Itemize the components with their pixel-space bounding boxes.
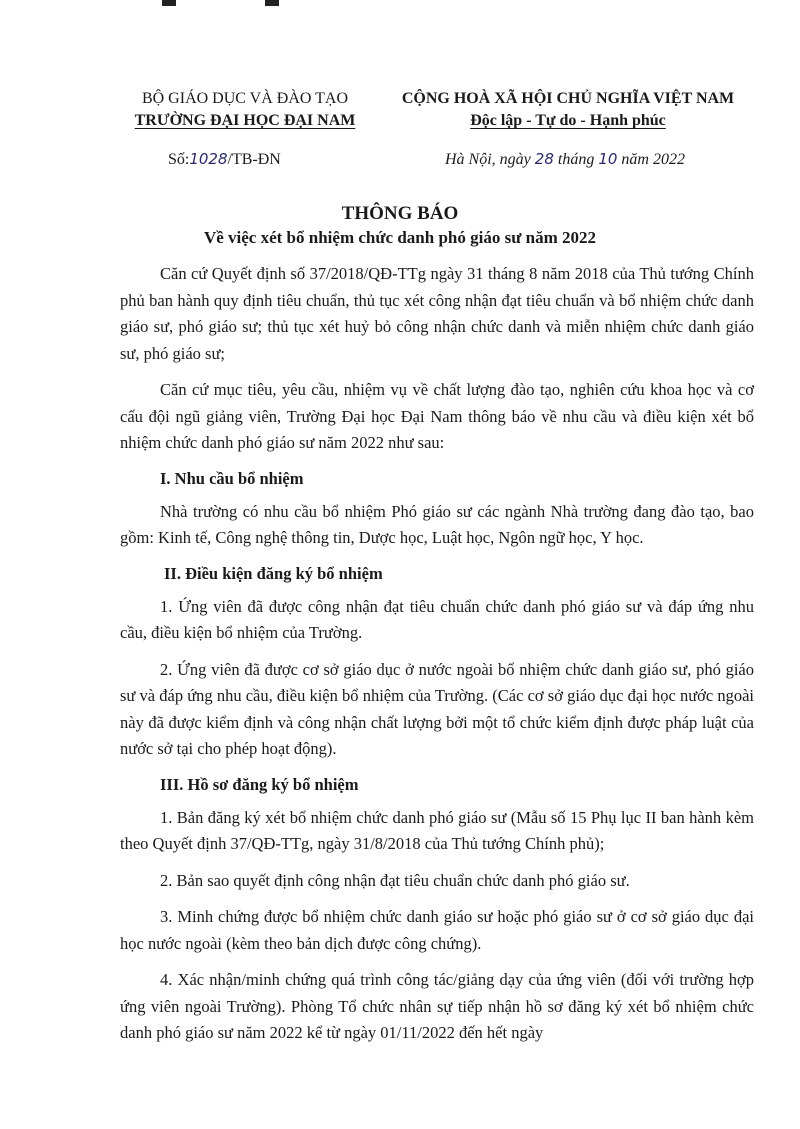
section-heading-3: III. Hồ sơ đăng ký bổ nhiệm bbox=[160, 774, 359, 794]
date-year-label: năm 2022 bbox=[617, 151, 685, 168]
national-motto: Độc lập - Tự do - Hạnh phúc bbox=[470, 112, 666, 129]
issuer-block bbox=[95, 88, 395, 132]
paragraph-condition-1: 1. Ứng viên đã được công nhận đạt tiêu chuẩn chức danh phó giáo sư và đáp ứng nhu cầu, điều kiện bổ nhiệm của Trường. bbox=[120, 596, 754, 642]
date-month-label: tháng bbox=[553, 151, 599, 168]
section-heading-1: I. Nhu cầu bổ nhiệm bbox=[160, 468, 304, 488]
place-and-date bbox=[445, 150, 685, 169]
date-day-handwritten: 28 bbox=[534, 150, 554, 168]
document-subtitle: Về việc xét bổ nhiệm chức danh phó giáo sư năm 2022 bbox=[203, 228, 597, 247]
place-date-prefix: Hà Nội, ngày bbox=[445, 151, 535, 168]
section-heading-2: II. Điều kiện đăng ký bổ nhiệm bbox=[164, 563, 383, 583]
doc-number-prefix: Số: bbox=[168, 151, 190, 168]
paragraph-legal-basis-2: Căn cứ mục tiêu, yêu cầu, nhiệm vụ về chất lượng đào tạo, nghiên cứu khoa học và cơ cấu đội ngũ giảng viên, Trường Đại học Đại Nam thông báo về nhu cầu và điều kiện xét bổ nhiệm chức danh phó giáo sư năm 2022 như sau: bbox=[120, 380, 754, 452]
national-header bbox=[378, 88, 758, 132]
school-name: TRƯỜNG ĐẠI HỌC ĐẠI NAM bbox=[134, 112, 356, 129]
doc-number-suffix: /TB-ĐN bbox=[227, 151, 281, 168]
paragraph-condition-2: 2. Ứng viên đã được cơ sở giáo dục ở nước ngoài bổ nhiệm chức danh giáo sư, phó giáo sư và đáp ứng nhu cầu, điều kiện bổ nhiệm của Trường. (Các cơ sở giáo dục đại học nước ngoài này đã được kiểm định và công nhận chất lượng bởi một tổ chức kiểm định được pháp luật của nước sở tại cho phép hoạt động). bbox=[120, 659, 754, 758]
date-month-handwritten: 10 bbox=[598, 150, 618, 168]
paragraph-dossier-2: 2. Bản sao quyết định công nhận đạt tiêu chuẩn chức danh phó giáo sư. bbox=[160, 870, 630, 890]
document-number bbox=[168, 150, 281, 169]
paragraph-needs: Nhà trường có nhu cầu bổ nhiệm Phó giáo sư các ngành Nhà trường đang đào tạo, bao gồm: Kinh tế, Công nghệ thông tin, Dược học, Luật học, Ngôn ngữ học, Y học. bbox=[120, 501, 754, 547]
document-title: THÔNG BÁO bbox=[341, 203, 459, 224]
paragraph-dossier-1: 1. Bản đăng ký xét bổ nhiệm chức danh phó giáo sư (Mẫu số 15 Phụ lục II ban hành kèm theo Quyết định 37/QĐ-TTg, ngày 31/8/2018 của Thủ tướng Chính phủ); bbox=[120, 807, 754, 853]
doc-number-handwritten: 1028 bbox=[189, 150, 228, 168]
paragraph-dossier-4: 4. Xác nhận/minh chứng quá trình công tác/giảng dạy của ứng viên (đối với trường hợp ứng viên ngoài Trường). Phòng Tổ chức nhân sự tiếp nhận hồ sơ đăng ký xét bổ nhiệm chức danh phó giáo sư năm 2022 kể từ ngày 01/11/2022 đến hết ngày bbox=[120, 970, 754, 1042]
ministry-name: BỘ GIÁO DỤC VÀ ĐÀO TẠO bbox=[141, 90, 349, 107]
country-name: CỘNG HOÀ XÃ HỘI CHỦ NGHĨA VIỆT NAM bbox=[401, 90, 735, 107]
paragraph-dossier-3: 3. Minh chứng được bổ nhiệm chức danh giáo sư hoặc phó giáo sư ở cơ sở giáo dục đại học nước ngoài (kèm theo bản dịch được công chứng). bbox=[120, 907, 754, 953]
document-body bbox=[120, 261, 754, 1057]
paragraph-legal-basis-1: Căn cứ Quyết định số 37/2018/QĐ-TTg ngày 31 tháng 8 năm 2018 của Thủ tướng Chính phủ ban hành quy định tiêu chuẩn, thủ tục xét công nhận đạt tiêu chuẩn và bổ nhiệm chức danh giáo sư, phó giáo sư; thủ tục xét huỷ bỏ công nhận chức danh và miễn nhiệm chức danh giáo sư, phó giáo sư; bbox=[120, 264, 754, 363]
